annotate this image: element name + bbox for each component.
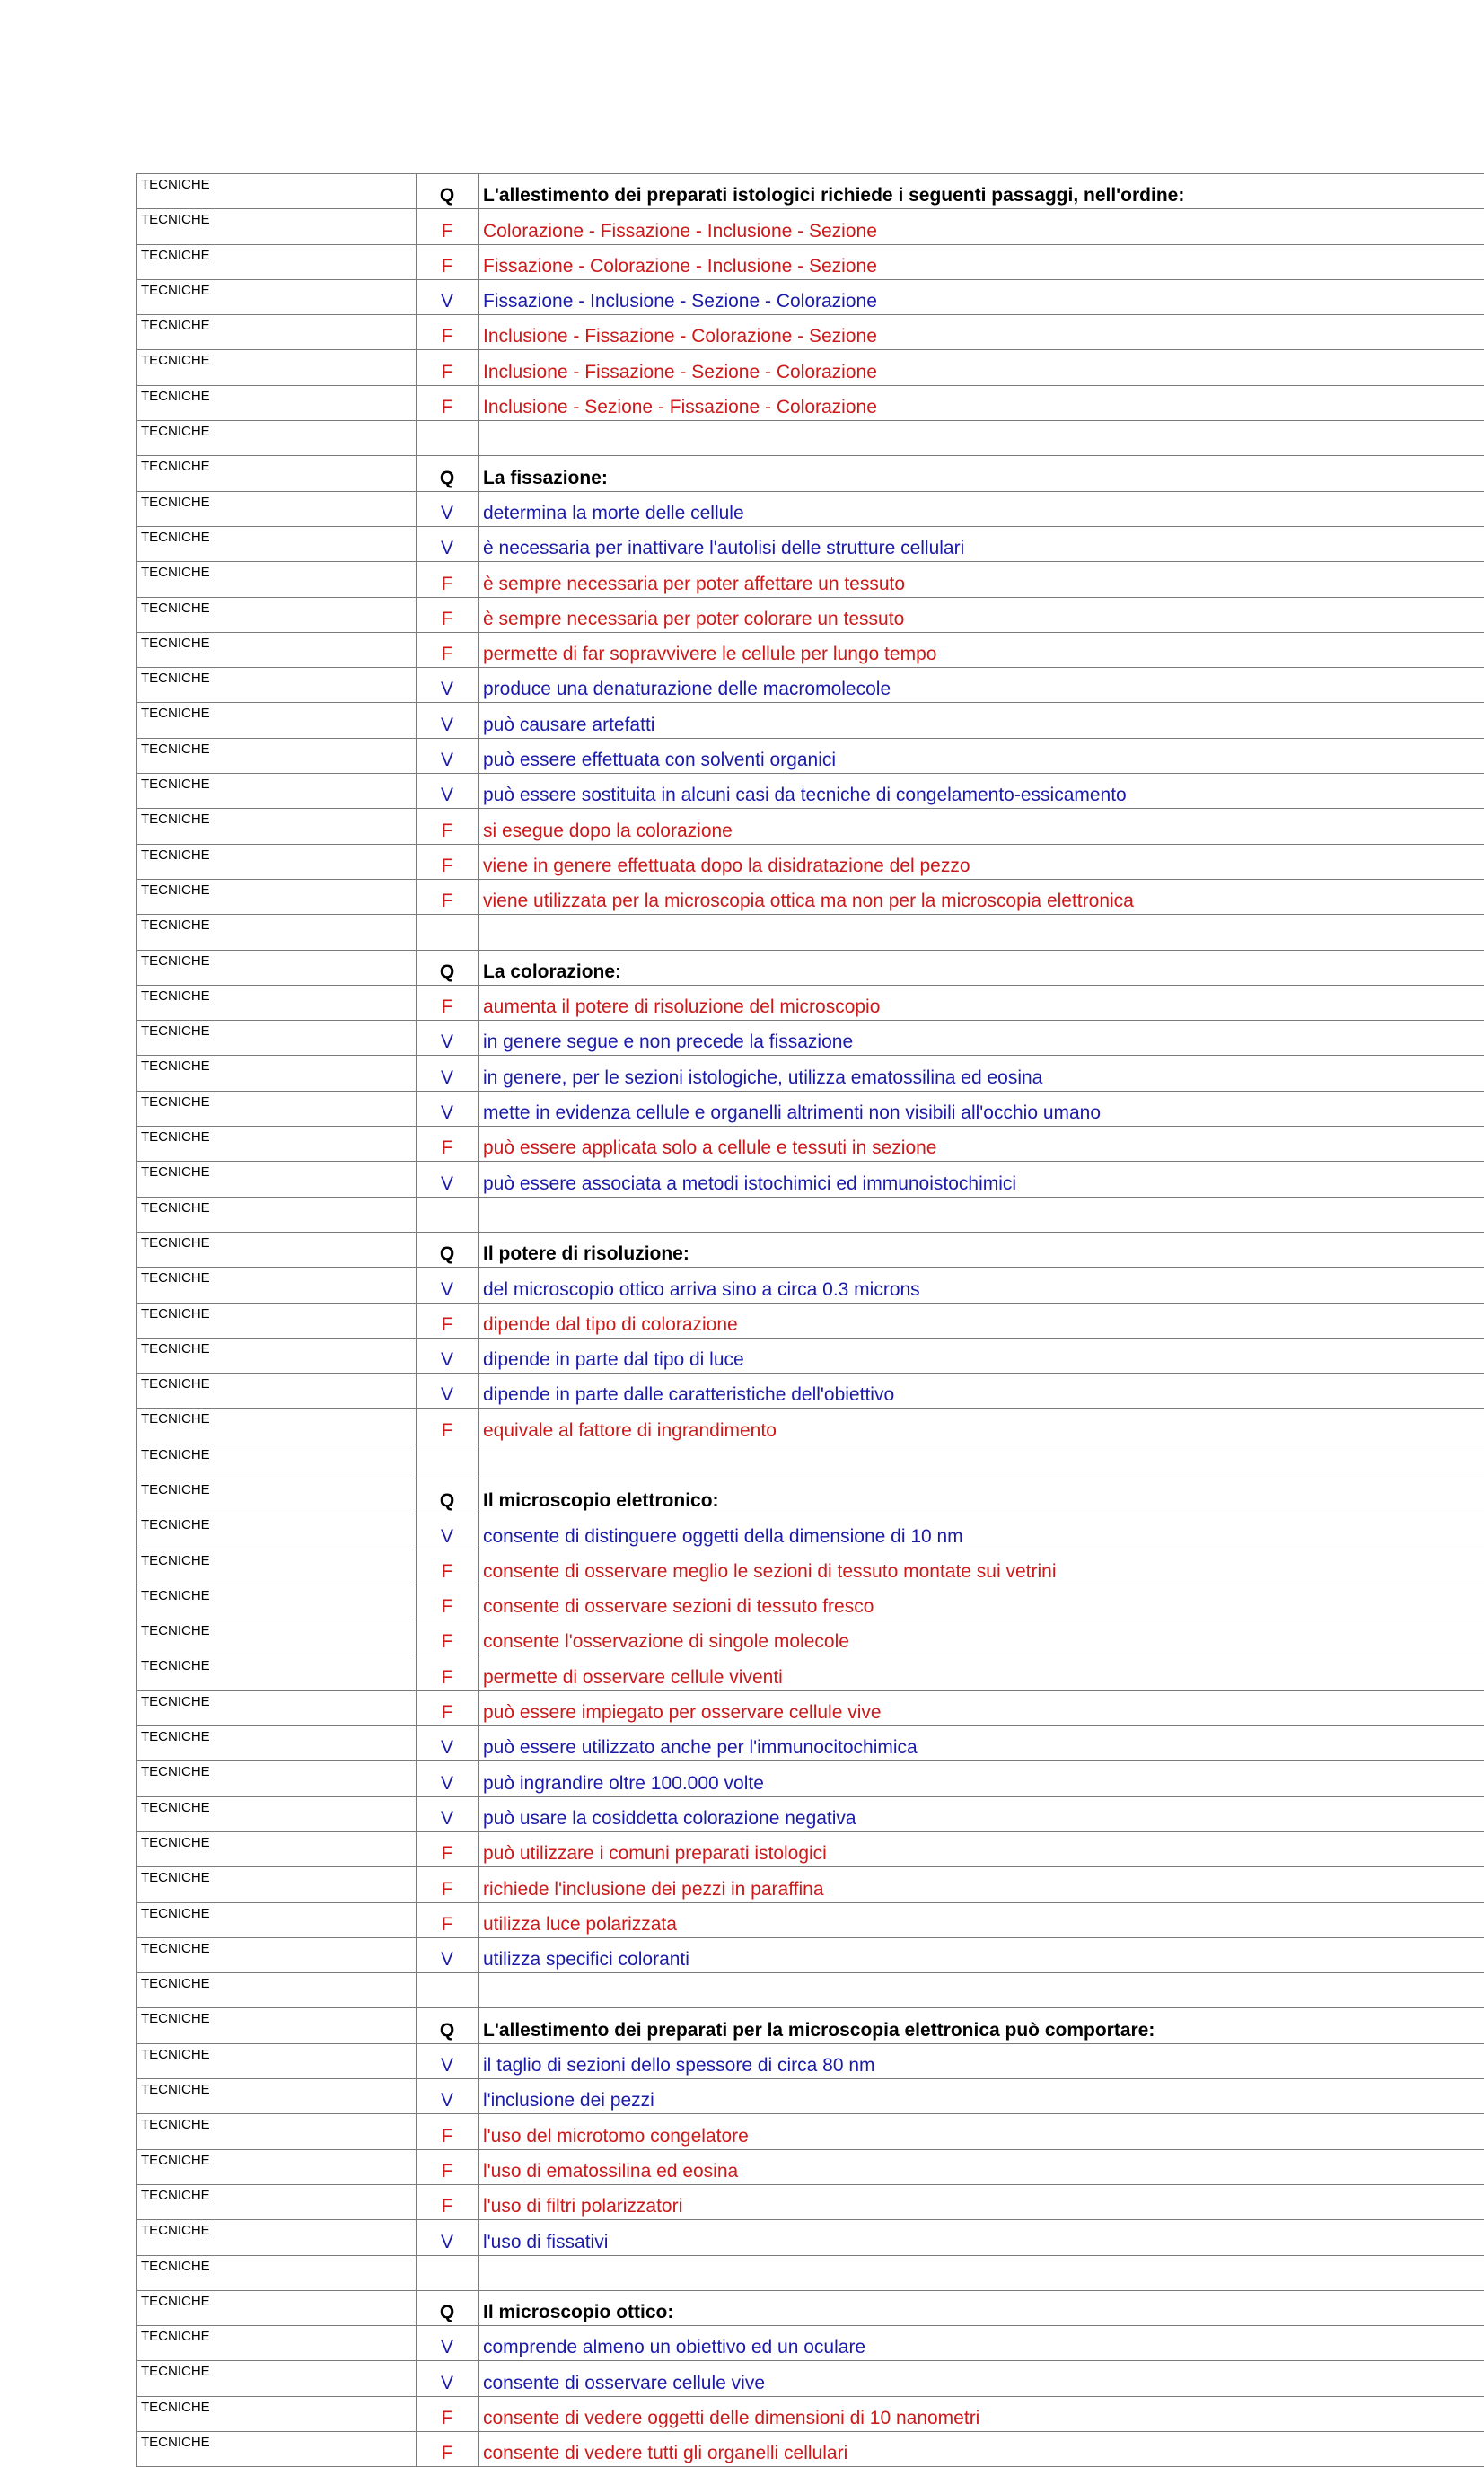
- category-cell: TECNICHE: [137, 2361, 417, 2396]
- answer-row: [137, 738, 1484, 773]
- answer-text: Inclusione - Fissazione - Sezione - Colorazione: [479, 350, 1484, 385]
- answer-row: [137, 350, 1484, 385]
- question-row: [137, 456, 1484, 491]
- category-cell: TECNICHE: [137, 421, 417, 456]
- category-cell: TECNICHE: [137, 738, 417, 773]
- category-cell: TECNICHE: [137, 1303, 417, 1338]
- answer-row: [137, 1162, 1484, 1197]
- question-marker: Q: [417, 2290, 479, 2325]
- answer-marker: V: [417, 1796, 479, 1831]
- question-row: [137, 1479, 1484, 1514]
- category-cell: TECNICHE: [137, 879, 417, 914]
- answer-text: in genere segue e non precede la fissazione: [479, 1021, 1484, 1056]
- answer-marker: V: [417, 1056, 479, 1091]
- category-cell: TECNICHE: [137, 1937, 417, 1972]
- answer-marker: [417, 1973, 479, 2008]
- answer-marker: F: [417, 244, 479, 279]
- answer-marker: V: [417, 1937, 479, 1972]
- answer-row: [137, 1409, 1484, 1444]
- category-cell: TECNICHE: [137, 456, 417, 491]
- category-cell: TECNICHE: [137, 1761, 417, 1796]
- answer-text: Inclusione - Sezione - Fissazione - Colorazione: [479, 385, 1484, 420]
- answer-row: [137, 562, 1484, 597]
- answer-text: Colorazione - Fissazione - Inclusione - Sezione: [479, 209, 1484, 244]
- answer-text: consente di osservare cellule vive: [479, 2361, 1484, 2396]
- category-cell: TECNICHE: [137, 1374, 417, 1409]
- answer-marker: V: [417, 2079, 479, 2114]
- category-cell: TECNICHE: [137, 350, 417, 385]
- answer-text: consente l'osservazione di singole molecole: [479, 1620, 1484, 1655]
- answer-marker: F: [417, 1690, 479, 1725]
- answer-marker: F: [417, 1831, 479, 1866]
- answer-marker: V: [417, 738, 479, 773]
- category-cell: TECNICHE: [137, 915, 417, 950]
- answer-text: può essere effettuata con solventi organici: [479, 738, 1484, 773]
- category-cell: TECNICHE: [137, 1444, 417, 1479]
- empty-row: [137, 915, 1484, 950]
- answer-row: [137, 1374, 1484, 1409]
- answer-marker: F: [417, 209, 479, 244]
- answer-row: [137, 597, 1484, 632]
- answer-text: [479, 1973, 1484, 2008]
- category-cell: TECNICHE: [137, 1091, 417, 1126]
- answer-text: può usare la cosiddetta colorazione negativa: [479, 1796, 1484, 1831]
- category-cell: TECNICHE: [137, 2396, 417, 2431]
- question-text: La fissazione:: [479, 456, 1484, 491]
- category-cell: TECNICHE: [137, 668, 417, 703]
- question-marker: Q: [417, 174, 479, 209]
- answer-marker: F: [417, 1303, 479, 1338]
- category-cell: TECNICHE: [137, 1726, 417, 1761]
- answer-text: mette in evidenza cellule e organelli altrimenti non visibili all'occhio umano: [479, 1091, 1484, 1126]
- category-cell: TECNICHE: [137, 279, 417, 314]
- category-cell: TECNICHE: [137, 844, 417, 879]
- question-row: [137, 2290, 1484, 2325]
- answer-marker: V: [417, 2220, 479, 2255]
- answer-text: equivale al fattore di ingrandimento: [479, 1409, 1484, 1444]
- answer-text: produce una denaturazione delle macromolecole: [479, 668, 1484, 703]
- answer-text: dipende dal tipo di colorazione: [479, 1303, 1484, 1338]
- answer-row: [137, 385, 1484, 420]
- answer-row: [137, 1514, 1484, 1550]
- answer-text: dipende in parte dalle caratteristiche dell'obiettivo: [479, 1374, 1484, 1409]
- answer-row: [137, 2079, 1484, 2114]
- answer-marker: F: [417, 350, 479, 385]
- answer-row: [137, 244, 1484, 279]
- empty-row: [137, 1197, 1484, 1232]
- answer-text: consente di osservare sezioni di tessuto fresco: [479, 1585, 1484, 1620]
- answer-marker: F: [417, 2396, 479, 2431]
- category-cell: TECNICHE: [137, 209, 417, 244]
- answer-text: richiede l'inclusione dei pezzi in paraffina: [479, 1867, 1484, 1902]
- answer-text: si esegue dopo la colorazione: [479, 809, 1484, 844]
- answer-row: [137, 2149, 1484, 2184]
- answer-marker: V: [417, 1091, 479, 1126]
- answer-row: [137, 1690, 1484, 1725]
- category-cell: TECNICHE: [137, 1338, 417, 1373]
- category-cell: TECNICHE: [137, 174, 417, 209]
- category-cell: TECNICHE: [137, 1162, 417, 1197]
- answer-text: [479, 2255, 1484, 2290]
- answer-row: [137, 209, 1484, 244]
- answer-text: del microscopio ottico arriva sino a circa 0.3 microns: [479, 1268, 1484, 1303]
- answer-text: può essere associata a metodi istochimici ed immunoistochimici: [479, 1162, 1484, 1197]
- category-cell: TECNICHE: [137, 562, 417, 597]
- answer-text: [479, 1197, 1484, 1232]
- answer-marker: F: [417, 1409, 479, 1444]
- answer-row: [137, 2184, 1484, 2219]
- answer-row: [137, 2432, 1484, 2467]
- category-cell: TECNICHE: [137, 1973, 417, 2008]
- answer-marker: F: [417, 1655, 479, 1690]
- category-cell: TECNICHE: [137, 2255, 417, 2290]
- answer-text: utilizza luce polarizzata: [479, 1902, 1484, 1937]
- answer-row: [137, 2361, 1484, 2396]
- answer-text: è sempre necessaria per poter colorare un tessuto: [479, 597, 1484, 632]
- answer-marker: F: [417, 879, 479, 914]
- answer-marker: V: [417, 774, 479, 809]
- answer-marker: F: [417, 1620, 479, 1655]
- answer-text: può essere applicata solo a cellule e tessuti in sezione: [479, 1127, 1484, 1162]
- question-row: [137, 174, 1484, 209]
- answer-marker: F: [417, 2114, 479, 2149]
- answer-row: [137, 1867, 1484, 1902]
- answer-text: l'uso del microtomo congelatore: [479, 2114, 1484, 2149]
- category-cell: TECNICHE: [137, 491, 417, 526]
- category-cell: TECNICHE: [137, 1232, 417, 1267]
- empty-row: [137, 1973, 1484, 2008]
- category-cell: TECNICHE: [137, 597, 417, 632]
- question-text: La colorazione:: [479, 950, 1484, 985]
- answer-text: consente di vedere oggetti delle dimensioni di 10 nanometri: [479, 2396, 1484, 2431]
- answer-text: può causare artefatti: [479, 703, 1484, 738]
- answer-row: [137, 1761, 1484, 1796]
- category-cell: TECNICHE: [137, 1268, 417, 1303]
- category-cell: TECNICHE: [137, 2220, 417, 2255]
- empty-row: [137, 421, 1484, 456]
- answer-text: aumenta il potere di risoluzione del microscopio: [479, 985, 1484, 1020]
- answer-marker: F: [417, 2432, 479, 2467]
- answer-text: permette di far sopravvivere le cellule per lungo tempo: [479, 632, 1484, 667]
- question-marker: Q: [417, 456, 479, 491]
- answer-row: [137, 2326, 1484, 2361]
- answer-text: l'uso di filtri polarizzatori: [479, 2184, 1484, 2219]
- category-cell: TECNICHE: [137, 2290, 417, 2325]
- answer-marker: F: [417, 1550, 479, 1585]
- answer-marker: V: [417, 1268, 479, 1303]
- category-cell: TECNICHE: [137, 950, 417, 985]
- answer-row: [137, 1655, 1484, 1690]
- answer-row: [137, 703, 1484, 738]
- answer-row: [137, 1550, 1484, 1585]
- answer-row: [137, 1831, 1484, 1866]
- answer-text: può essere sostituita in alcuni casi da tecniche di congelamento-essicamento: [479, 774, 1484, 809]
- answer-row: [137, 1268, 1484, 1303]
- answer-marker: F: [417, 1585, 479, 1620]
- answer-text: dipende in parte dal tipo di luce: [479, 1338, 1484, 1373]
- answer-row: [137, 809, 1484, 844]
- question-text: Il microscopio elettronico:: [479, 1479, 1484, 1514]
- category-cell: TECNICHE: [137, 2043, 417, 2078]
- answer-row: [137, 2220, 1484, 2255]
- answer-row: [137, 491, 1484, 526]
- question-marker: Q: [417, 2008, 479, 2043]
- answer-text: Inclusione - Fissazione - Colorazione - Sezione: [479, 315, 1484, 350]
- answer-text: [479, 421, 1484, 456]
- answer-text: può ingrandire oltre 100.000 volte: [479, 1761, 1484, 1796]
- answer-row: [137, 668, 1484, 703]
- answer-marker: V: [417, 2043, 479, 2078]
- category-cell: TECNICHE: [137, 2326, 417, 2361]
- answer-marker: F: [417, 385, 479, 420]
- answer-marker: F: [417, 632, 479, 667]
- quiz-table: [136, 173, 1484, 2467]
- answer-marker: F: [417, 1867, 479, 1902]
- answer-marker: V: [417, 2326, 479, 2361]
- answer-marker: [417, 1444, 479, 1479]
- answer-text: [479, 1444, 1484, 1479]
- category-cell: TECNICHE: [137, 2114, 417, 2149]
- question-row: [137, 1232, 1484, 1267]
- answer-marker: V: [417, 279, 479, 314]
- answer-row: [137, 1303, 1484, 1338]
- answer-row: [137, 526, 1484, 561]
- answer-text: può essere utilizzato anche per l'immunocitochimica: [479, 1726, 1484, 1761]
- category-cell: TECNICHE: [137, 2079, 417, 2114]
- category-cell: TECNICHE: [137, 703, 417, 738]
- answer-text: l'uso di fissativi: [479, 2220, 1484, 2255]
- answer-row: [137, 1021, 1484, 1056]
- answer-text: l'uso di ematossilina ed eosina: [479, 2149, 1484, 2184]
- answer-text: il taglio di sezioni dello spessore di circa 80 nm: [479, 2043, 1484, 2078]
- empty-row: [137, 1444, 1484, 1479]
- answer-row: [137, 315, 1484, 350]
- answer-marker: V: [417, 1761, 479, 1796]
- answer-text: può utilizzare i comuni preparati istologici: [479, 1831, 1484, 1866]
- answer-marker: F: [417, 1127, 479, 1162]
- category-cell: TECNICHE: [137, 2149, 417, 2184]
- category-cell: TECNICHE: [137, 632, 417, 667]
- answer-text: permette di osservare cellule viventi: [479, 1655, 1484, 1690]
- answer-marker: V: [417, 703, 479, 738]
- question-marker: Q: [417, 1232, 479, 1267]
- answer-text: [479, 915, 1484, 950]
- answer-text: comprende almeno un obiettivo ed un oculare: [479, 2326, 1484, 2361]
- category-cell: TECNICHE: [137, 1056, 417, 1091]
- category-cell: TECNICHE: [137, 1585, 417, 1620]
- answer-text: consente di distinguere oggetti della dimensione di 10 nm: [479, 1514, 1484, 1550]
- answer-marker: F: [417, 315, 479, 350]
- answer-text: viene utilizzata per la microscopia ottica ma non per la microscopia elettronica: [479, 879, 1484, 914]
- answer-marker: F: [417, 562, 479, 597]
- answer-marker: F: [417, 1902, 479, 1937]
- answer-marker: F: [417, 2149, 479, 2184]
- category-cell: TECNICHE: [137, 1127, 417, 1162]
- answer-text: l'inclusione dei pezzi: [479, 2079, 1484, 2114]
- category-cell: TECNICHE: [137, 1021, 417, 1056]
- quiz-table-body: [137, 174, 1484, 2467]
- answer-row: [137, 1902, 1484, 1937]
- answer-text: in genere, per le sezioni istologiche, utilizza ematossilina ed eosina: [479, 1056, 1484, 1091]
- answer-row: [137, 1726, 1484, 1761]
- question-text: Il microscopio ottico:: [479, 2290, 1484, 2325]
- answer-row: [137, 1091, 1484, 1126]
- category-cell: TECNICHE: [137, 1796, 417, 1831]
- answer-row: [137, 1585, 1484, 1620]
- answer-marker: V: [417, 1514, 479, 1550]
- answer-row: [137, 2043, 1484, 2078]
- answer-row: [137, 844, 1484, 879]
- answer-marker: V: [417, 2361, 479, 2396]
- answer-row: [137, 279, 1484, 314]
- answer-marker: [417, 1197, 479, 1232]
- answer-text: è sempre necessaria per poter affettare un tessuto: [479, 562, 1484, 597]
- category-cell: TECNICHE: [137, 385, 417, 420]
- category-cell: TECNICHE: [137, 315, 417, 350]
- answer-row: [137, 1056, 1484, 1091]
- answer-text: determina la morte delle cellule: [479, 491, 1484, 526]
- answer-row: [137, 985, 1484, 1020]
- question-text: L'allestimento dei preparati per la microscopia elettronica può comportare:: [479, 2008, 1484, 2043]
- answer-row: [137, 2396, 1484, 2431]
- answer-row: [137, 1338, 1484, 1373]
- answer-marker: V: [417, 1021, 479, 1056]
- answer-marker: [417, 915, 479, 950]
- answer-marker: F: [417, 597, 479, 632]
- answer-marker: V: [417, 1726, 479, 1761]
- category-cell: TECNICHE: [137, 1902, 417, 1937]
- category-cell: TECNICHE: [137, 1655, 417, 1690]
- category-cell: TECNICHE: [137, 985, 417, 1020]
- answer-marker: F: [417, 2184, 479, 2219]
- category-cell: TECNICHE: [137, 1550, 417, 1585]
- answer-marker: F: [417, 809, 479, 844]
- answer-row: [137, 2114, 1484, 2149]
- question-marker: Q: [417, 950, 479, 985]
- question-text: Il potere di risoluzione:: [479, 1232, 1484, 1267]
- category-cell: TECNICHE: [137, 1867, 417, 1902]
- answer-text: Fissazione - Inclusione - Sezione - Colorazione: [479, 279, 1484, 314]
- category-cell: TECNICHE: [137, 774, 417, 809]
- answer-marker: [417, 421, 479, 456]
- answer-text: è necessaria per inattivare l'autolisi delle strutture cellulari: [479, 526, 1484, 561]
- answer-row: [137, 1127, 1484, 1162]
- category-cell: TECNICHE: [137, 2184, 417, 2219]
- category-cell: TECNICHE: [137, 1479, 417, 1514]
- answer-row: [137, 774, 1484, 809]
- empty-row: [137, 2255, 1484, 2290]
- answer-row: [137, 1796, 1484, 1831]
- category-cell: TECNICHE: [137, 1831, 417, 1866]
- question-row: [137, 950, 1484, 985]
- answer-row: [137, 1620, 1484, 1655]
- answer-row: [137, 632, 1484, 667]
- category-cell: TECNICHE: [137, 244, 417, 279]
- category-cell: TECNICHE: [137, 1409, 417, 1444]
- answer-marker: V: [417, 526, 479, 561]
- answer-row: [137, 879, 1484, 914]
- question-text: L'allestimento dei preparati istologici richiede i seguenti passaggi, nell'ordine:: [479, 174, 1484, 209]
- answer-marker: V: [417, 1338, 479, 1373]
- answer-text: Fissazione - Colorazione - Inclusione - Sezione: [479, 244, 1484, 279]
- answer-marker: [417, 2255, 479, 2290]
- answer-marker: V: [417, 491, 479, 526]
- category-cell: TECNICHE: [137, 1514, 417, 1550]
- category-cell: TECNICHE: [137, 1197, 417, 1232]
- answer-text: consente di vedere tutti gli organelli cellulari: [479, 2432, 1484, 2467]
- answer-row: [137, 1937, 1484, 1972]
- answer-marker: V: [417, 668, 479, 703]
- category-cell: TECNICHE: [137, 2432, 417, 2467]
- category-cell: TECNICHE: [137, 526, 417, 561]
- category-cell: TECNICHE: [137, 2008, 417, 2043]
- answer-text: consente di osservare meglio le sezioni di tessuto montate sui vetrini: [479, 1550, 1484, 1585]
- answer-marker: F: [417, 844, 479, 879]
- answer-marker: V: [417, 1162, 479, 1197]
- category-cell: TECNICHE: [137, 1620, 417, 1655]
- answer-text: viene in genere effettuata dopo la disidratazione del pezzo: [479, 844, 1484, 879]
- question-row: [137, 2008, 1484, 2043]
- answer-text: utilizza specifici coloranti: [479, 1937, 1484, 1972]
- question-marker: Q: [417, 1479, 479, 1514]
- answer-marker: V: [417, 1374, 479, 1409]
- answer-marker: F: [417, 985, 479, 1020]
- answer-text: può essere impiegato per osservare cellule vive: [479, 1690, 1484, 1725]
- category-cell: TECNICHE: [137, 1690, 417, 1725]
- category-cell: TECNICHE: [137, 809, 417, 844]
